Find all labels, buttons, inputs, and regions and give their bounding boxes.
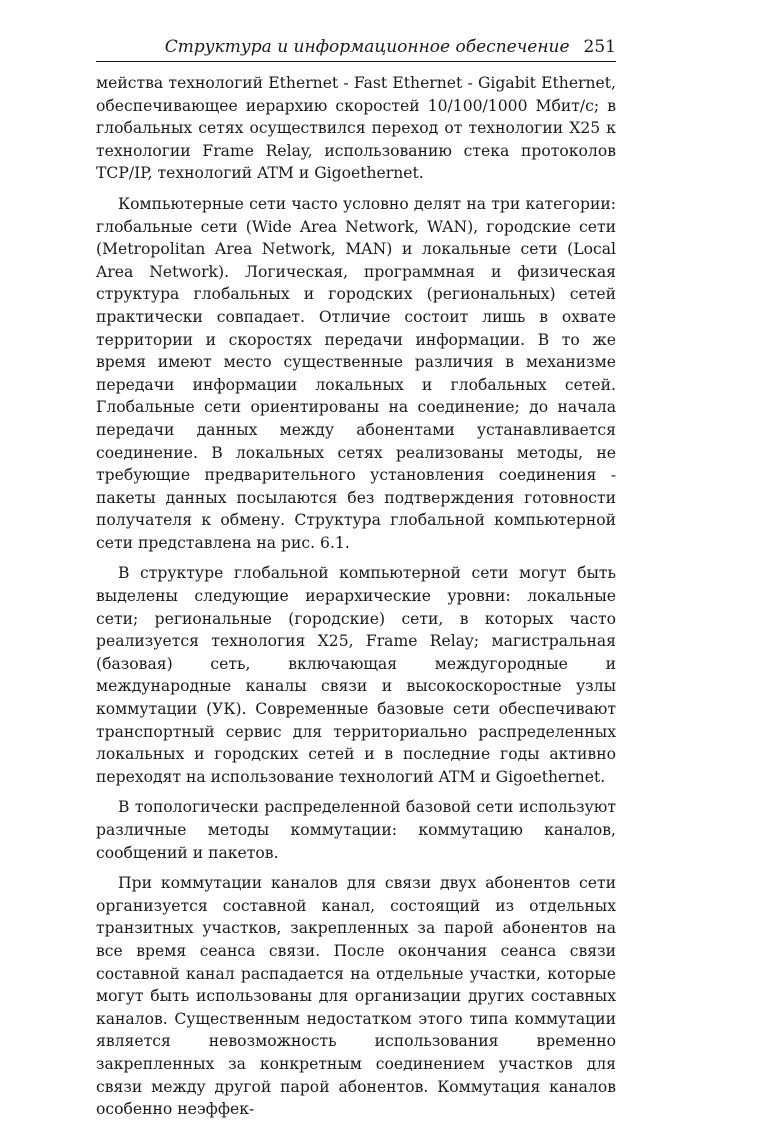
running-header bbox=[96, 36, 616, 62]
header-rule bbox=[96, 61, 616, 62]
paragraph-switching-methods: В топологически распределенной базовой сети используют различные методы коммутации: коммутацию каналов, сообщений и пакетов. bbox=[96, 798, 616, 862]
paragraph-continuation: мейства технологий Ethernet - Fast Ethernet - Gigabit Ethernet, обеспечивающее иерархию скоростей 10/100/1000 Мбит/с; в глобальных сетях осуществился переход от технологии X25 к технологии Frame Relay, использованию стека протоколов TCP/IP, технологий ATM и Gigoethernet. bbox=[96, 74, 616, 183]
paragraph-hierarchy-levels: В структуре глобальной компьютерной сети могут быть выделены следующие иерархические уровни: локальные сети; региональные (городские) сети, в которых часто реализуется технология X25, Frame Relay; магистральная (базовая) сеть, включающая междугородные и международные каналы связи и высокоскоростные узлы коммутации (УК). Современные базовые сети обеспечивают транспортный сервис для территориально распределенных локальных и городских сетей и в последние годы активно переходят на использование технологий ATM и Gigoethernet. bbox=[96, 564, 616, 786]
paragraph-circuit-switching: При коммутации каналов для связи двух абонентов сети организуется составной канал, состоящий из отдельных транзитных участков, закрепленных за парой абонентов на все время сеанса связи. После окончания сеанса связи составной канал распадается на отдельные участки, которые могут быть использованы для организации других составных каналов. Существенным недостатком этого типа коммутации является невозможность использования временно закрепленных за конкретным соединением участков для связи между другой парой абонентов. Коммутация каналов особенно неэффек- bbox=[96, 874, 616, 1119]
body-text bbox=[96, 72, 616, 1129]
page-number: 251 bbox=[583, 37, 616, 57]
paragraph-network-categories: Компьютерные сети часто условно делят на три категории: глобальные сети (Wide Area Network, WAN), городские сети (Metropolitan Area Network, MAN) и локальные сети (Local Area Network). Логическая, программная и физическая структура глобальных и городских (региональных) сетей практически совпадает. Отличие состоит лишь в охвате территории и скоростях передачи информации. В то же время имеют место существенные различия в механизме передачи информации локальных и глобальных сетей. Глобальные сети ориентированы на соединение; до начала передачи данных между абонентами устанавливается соединение. В локальных сетях реализованы методы, не требующие предварительного установления соединения - пакеты данных посылаются без подтверждения готовности получателя к обмену. Структура глобальной компьютерной сети представлена на рис. 6.1. bbox=[96, 194, 616, 552]
running-title: Структура и информационное обеспечение bbox=[164, 37, 570, 57]
